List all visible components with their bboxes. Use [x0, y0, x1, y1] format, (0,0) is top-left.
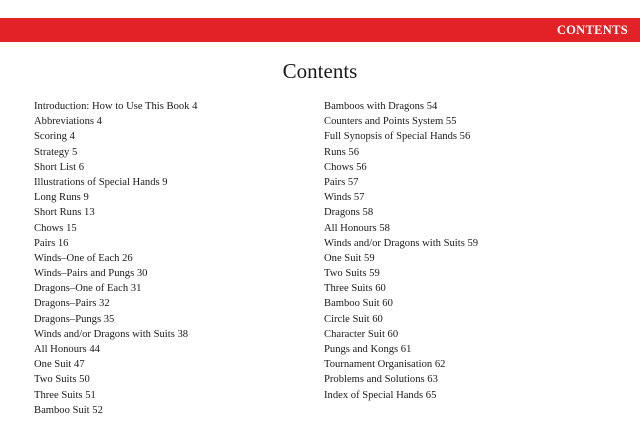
toc-entry: One Suit 59 — [324, 252, 375, 264]
toc-entry: Two Suits 50 — [34, 374, 90, 386]
toc-entry: Abbreviations 4 — [34, 116, 102, 128]
section-header-band — [0, 18, 640, 42]
toc-entry: Dragons–Pungs 35 — [34, 313, 115, 325]
toc-entry: Bamboos with Dragons 54 — [324, 101, 438, 112]
toc-entry: Three Suits 51 — [34, 389, 96, 401]
toc-left-column — [34, 99, 294, 418]
section-header-label: CONTENTS — [556, 23, 628, 37]
toc-right-column — [324, 99, 614, 403]
page-title: Contents — [282, 59, 358, 83]
toc-entry: Winds and/or Dragons with Suits 38 — [34, 328, 189, 340]
toc-entry: One Suit 47 — [34, 359, 85, 371]
toc-entry: Tournament Organisation 62 — [324, 359, 446, 371]
toc-entry: Pungs and Kongs 61 — [324, 344, 412, 355]
toc-entry: Character Suit 60 — [324, 328, 399, 340]
toc-entry: Short List 6 — [34, 161, 85, 173]
toc-entry: Introduction: How to Use This Book 4 — [34, 101, 198, 112]
toc-entry: Runs 56 — [324, 146, 360, 158]
toc-entry: Scoring 4 — [34, 131, 75, 143]
toc-entry: Dragons 58 — [324, 207, 374, 219]
toc-entry: Pairs 57 — [324, 176, 359, 188]
toc-entry: Illustrations of Special Hands 9 — [34, 176, 168, 188]
toc-entry: Dragons–One of Each 31 — [34, 283, 142, 295]
toc-entry: Counters and Points System 55 — [324, 116, 457, 128]
toc-entry: Bamboo Suit 52 — [34, 404, 103, 416]
toc-entry: Full Synopsis of Special Hands 56 — [324, 131, 471, 143]
toc-entry: Winds and/or Dragons with Suits 59 — [324, 237, 479, 249]
toc-entry: Chows 56 — [324, 161, 367, 173]
toc-entry: Chows 15 — [34, 222, 77, 234]
toc-entry: All Honours 58 — [324, 222, 390, 234]
toc-entry: Circle Suit 60 — [324, 313, 383, 325]
toc-entry: Winds 57 — [324, 192, 365, 204]
toc-entry: Winds–One of Each 26 — [34, 252, 133, 264]
toc-entry: Dragons–Pairs 32 — [34, 298, 110, 310]
toc-entry: Short Runs 13 — [34, 207, 95, 219]
toc-entry: Long Runs 9 — [34, 192, 89, 204]
toc-entry: Bamboo Suit 60 — [324, 298, 393, 310]
toc-entry: All Honours 44 — [34, 344, 100, 355]
toc-entry: Winds–Pairs and Pungs 30 — [34, 268, 148, 280]
toc-entry: Strategy 5 — [34, 146, 78, 158]
toc-entry: Pairs 16 — [34, 237, 69, 249]
toc-entry: Three Suits 60 — [324, 283, 386, 295]
toc-entry: Problems and Solutions 63 — [324, 374, 438, 386]
toc-entry: Two Suits 59 — [324, 268, 380, 280]
toc-entry: Index of Special Hands 65 — [324, 389, 437, 401]
